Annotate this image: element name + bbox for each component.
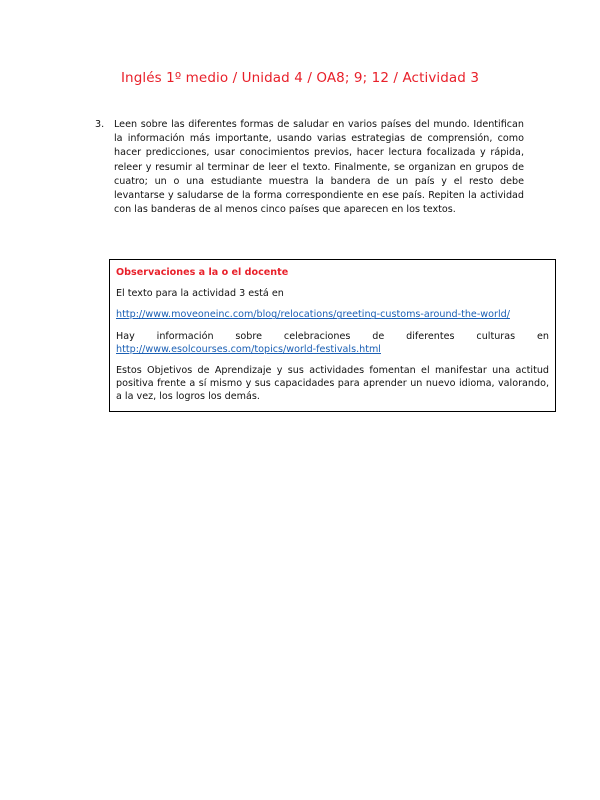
greeting-customs-link[interactable]: http://www.moveoneinc.com/blog/relocations/greeting-customs-around-the-world/ (116, 309, 510, 321)
activity-number: 3. (95, 119, 105, 130)
observations-intro: El texto para la actividad 3 está en (116, 288, 284, 300)
observations-info-text: Hay información sobre celebraciones de diferentes culturas en (116, 330, 549, 342)
world-festivals-link[interactable]: http://www.esolcourses.com/topics/world-festivals.html (116, 343, 381, 355)
activity-text: Leen sobre las diferentes formas de saludar en varios países del mundo. Identifican la información más importante, usando varias estrategias de comprensión, como hacer predicciones, usar conocimientos previos, hacer lectura focalizada y rápida, releer y resumir al terminar de leer el texto. Finalmente, se organizan en grupos de cuatro; un o una estudiante muestra la bandera de un país y el resto debe levantarse y saludarse de la forma correspondiente en ese país. Repiten la actividad con las banderas de al menos cinco países que aparecen en los textos. (114, 119, 524, 216)
observations-closing: Estos Objetivos de Aprendizaje y sus actividades fomentan el manifestar una actitud positiva frente a sí mismo y sus capacidades para aprender un nuevo idioma, valorando, a la vez, los logros los demás. (116, 365, 549, 403)
activity-item (95, 118, 524, 217)
observations-info-paragraph (116, 330, 549, 356)
observations-link1-paragraph (116, 308, 549, 321)
page-header: Inglés 1º medio / Unidad 4 / OA8; 9; 12 / Actividad 3 (120, 70, 480, 86)
teacher-observations-box (109, 259, 556, 412)
observations-title: Observaciones a la o el docente (116, 267, 289, 278)
